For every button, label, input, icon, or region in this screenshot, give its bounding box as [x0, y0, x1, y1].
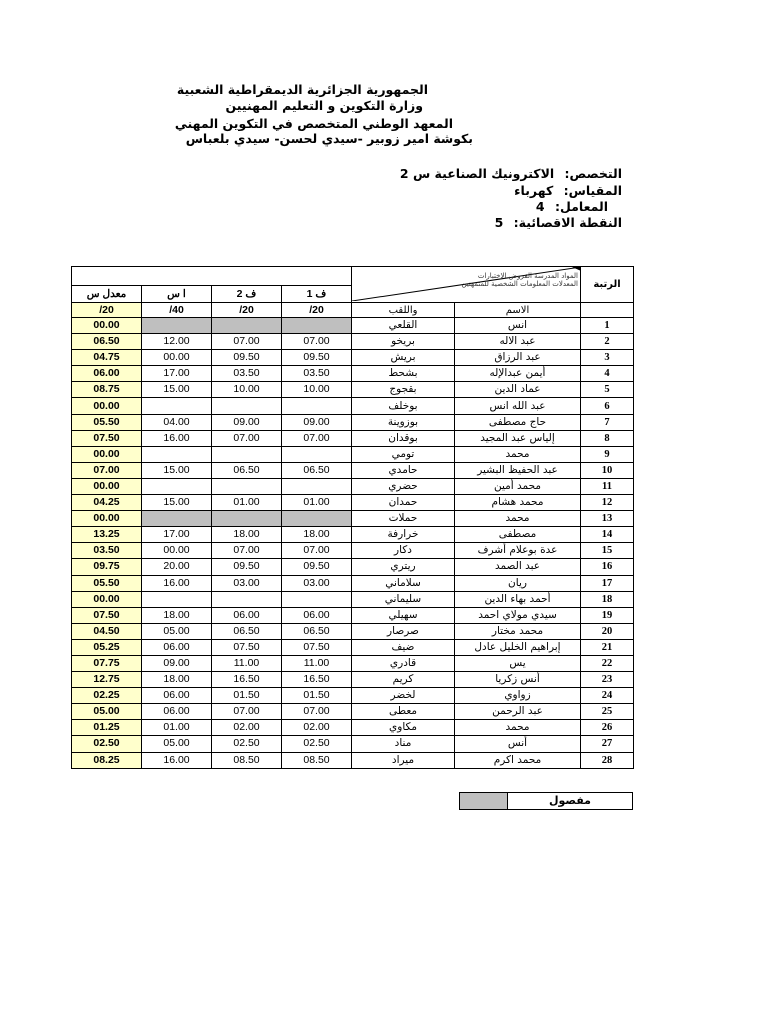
- student-f2: 03.50: [212, 366, 282, 382]
- student-f2: [212, 398, 282, 414]
- student-exam: 16.00: [142, 752, 212, 768]
- student-name: عدة بوعلام أشرف: [455, 543, 581, 559]
- student-avg: 05.00: [72, 704, 142, 720]
- student-rank: 12: [581, 495, 634, 511]
- student-rank: 17: [581, 575, 634, 591]
- student-name: محمد: [455, 511, 581, 527]
- student-f1: [282, 511, 352, 527]
- table-row: [72, 462, 634, 478]
- student-name: محمد أمين: [455, 478, 581, 494]
- student-surname: سليماني: [352, 591, 455, 607]
- student-rank: 19: [581, 607, 634, 623]
- student-exam: 20.00: [142, 559, 212, 575]
- student-rank: 15: [581, 543, 634, 559]
- student-f1: [282, 591, 352, 607]
- student-avg: 06.50: [72, 334, 142, 350]
- student-avg: 00.00: [72, 318, 142, 334]
- student-exam: 06.00: [142, 704, 212, 720]
- student-f2: 16.50: [212, 672, 282, 688]
- diagonal-header-cell: [352, 267, 581, 303]
- student-exam: 17.00: [142, 366, 212, 382]
- student-rank: 28: [581, 752, 634, 768]
- student-f1: 11.00: [282, 655, 352, 671]
- student-f2: 09.00: [212, 414, 282, 430]
- student-rank: 24: [581, 688, 634, 704]
- student-f2: 06.00: [212, 607, 282, 623]
- module-value: كهرباء: [514, 183, 554, 198]
- student-name: ريان: [455, 575, 581, 591]
- student-surname: صرصار: [352, 623, 455, 639]
- student-rank: 8: [581, 430, 634, 446]
- student-f2: 18.00: [212, 527, 282, 543]
- student-name: عبد الله انس: [455, 398, 581, 414]
- table-row: [72, 591, 634, 607]
- student-rank: 9: [581, 446, 634, 462]
- student-surname: تومي: [352, 446, 455, 462]
- student-avg: 03.50: [72, 543, 142, 559]
- student-f1: 18.00: [282, 527, 352, 543]
- student-name: سيدي مولاي احمد: [455, 607, 581, 623]
- table-row: [72, 511, 634, 527]
- elimination-label: النقطة الاقصائية:: [513, 215, 622, 230]
- student-avg: 05.25: [72, 639, 142, 655]
- student-exam: 17.00: [142, 527, 212, 543]
- student-avg: 00.00: [72, 591, 142, 607]
- student-f2: 09.50: [212, 559, 282, 575]
- student-avg: 00.00: [72, 446, 142, 462]
- student-exam: 18.00: [142, 672, 212, 688]
- student-rank: 18: [581, 591, 634, 607]
- student-f2: [212, 446, 282, 462]
- student-f1: 02.00: [282, 720, 352, 736]
- specialty-label: التخصص:: [564, 166, 622, 181]
- header-republic: الجمهورية الجزائرية الديمقراطية الشعبية: [176, 82, 428, 97]
- student-surname: معطى: [352, 704, 455, 720]
- table-row: [72, 623, 634, 639]
- header-institute: المعهد الوطني المتخصص في التكوين المهني: [174, 116, 453, 131]
- table-row: [72, 495, 634, 511]
- student-exam: 05.00: [142, 736, 212, 752]
- student-surname: دكار: [352, 543, 455, 559]
- student-f2: 07.00: [212, 704, 282, 720]
- student-avg: 00.00: [72, 511, 142, 527]
- student-rank: 7: [581, 414, 634, 430]
- student-f2: 07.00: [212, 334, 282, 350]
- dismissed-swatch: [460, 793, 508, 809]
- student-exam: 16.00: [142, 430, 212, 446]
- student-name: محمد: [455, 446, 581, 462]
- student-name: محمد: [455, 720, 581, 736]
- student-surname: مكاوي: [352, 720, 455, 736]
- student-avg: 05.50: [72, 575, 142, 591]
- student-name: محمد هشام: [455, 495, 581, 511]
- coefficient-value: 4: [535, 199, 545, 214]
- header-address: بكوشة امير زوبير -سيدي لحسن- سيدي بلعباس: [185, 131, 473, 146]
- student-f1: 10.00: [282, 382, 352, 398]
- table-row: [72, 527, 634, 543]
- student-rank: 25: [581, 704, 634, 720]
- elimination-line: [495, 215, 622, 230]
- student-rank: 3: [581, 350, 634, 366]
- student-f2: [212, 591, 282, 607]
- f2-header: ف 2: [212, 286, 282, 303]
- student-avg: 07.00: [72, 462, 142, 478]
- student-f2: 07.00: [212, 543, 282, 559]
- student-f2: 06.50: [212, 623, 282, 639]
- student-f1: 02.50: [282, 736, 352, 752]
- student-exam: 16.00: [142, 575, 212, 591]
- student-exam: 01.00: [142, 720, 212, 736]
- exam-max: /40: [142, 303, 212, 318]
- student-f1: [282, 398, 352, 414]
- student-rank: 2: [581, 334, 634, 350]
- f1-max: /20: [282, 303, 352, 318]
- module-label: المقياس:: [563, 183, 622, 198]
- student-surname: مناد: [352, 736, 455, 752]
- student-exam: [142, 478, 212, 494]
- student-surname: قادري: [352, 655, 455, 671]
- student-surname: القلعي: [352, 318, 455, 334]
- table-row: [72, 366, 634, 382]
- student-name: محمد اكرم: [455, 752, 581, 768]
- table-row: [72, 736, 634, 752]
- student-f2: 03.00: [212, 575, 282, 591]
- student-avg: 01.25: [72, 720, 142, 736]
- student-rank: 26: [581, 720, 634, 736]
- student-exam: 15.00: [142, 462, 212, 478]
- student-surname: ميراد: [352, 752, 455, 768]
- student-exam: 06.00: [142, 639, 212, 655]
- student-surname: بشحط: [352, 366, 455, 382]
- student-f1: 09.50: [282, 350, 352, 366]
- student-f1: [282, 478, 352, 494]
- header-ministry: وزارة التكوين و التعليم المهنيين: [225, 98, 423, 113]
- student-rank: 14: [581, 527, 634, 543]
- student-surname: حامدي: [352, 462, 455, 478]
- student-f1: 08.50: [282, 752, 352, 768]
- table-row: [72, 575, 634, 591]
- table-row: [72, 446, 634, 462]
- student-name: عماد الدين: [455, 382, 581, 398]
- student-name: مصطفى: [455, 527, 581, 543]
- student-surname: سلاماني: [352, 575, 455, 591]
- student-f2: 07.50: [212, 639, 282, 655]
- student-surname: سهيلي: [352, 607, 455, 623]
- student-exam: 05.00: [142, 623, 212, 639]
- student-f1: 07.00: [282, 543, 352, 559]
- student-exam: 18.00: [142, 607, 212, 623]
- table-row: [72, 688, 634, 704]
- student-surname: كريم: [352, 672, 455, 688]
- student-name: انس: [455, 318, 581, 334]
- student-surname: ضيف: [352, 639, 455, 655]
- student-surname: لخضر: [352, 688, 455, 704]
- student-f1: 07.50: [282, 639, 352, 655]
- student-surname: حمدان: [352, 495, 455, 511]
- student-f1: 06.00: [282, 607, 352, 623]
- rank-header: الرتبة: [581, 267, 634, 303]
- student-rank: 10: [581, 462, 634, 478]
- student-avg: 02.25: [72, 688, 142, 704]
- student-name: عبد الصمد: [455, 559, 581, 575]
- student-f2: 01.50: [212, 688, 282, 704]
- table-row: [72, 430, 634, 446]
- surname-header: واللقب: [352, 303, 455, 318]
- student-rank: 11: [581, 478, 634, 494]
- table-row: [72, 559, 634, 575]
- student-avg: 02.50: [72, 736, 142, 752]
- student-f1: 07.00: [282, 334, 352, 350]
- table-row: [72, 414, 634, 430]
- student-surname: بريش: [352, 350, 455, 366]
- module-line: [514, 183, 622, 198]
- student-name: عبد الحفيظ البشير: [455, 462, 581, 478]
- table-row: [72, 543, 634, 559]
- diagonal-header-text: المواد المدرسة الفروض الاختبارات المعدلات المعلومات الشخصية للمتمهنين: [461, 272, 578, 288]
- student-exam: [142, 318, 212, 334]
- student-avg: 12.75: [72, 672, 142, 688]
- student-avg: 07.75: [72, 655, 142, 671]
- student-surname: حملات: [352, 511, 455, 527]
- table-row: [72, 398, 634, 414]
- student-exam: 04.00: [142, 414, 212, 430]
- student-avg: 13.25: [72, 527, 142, 543]
- student-f2: 01.00: [212, 495, 282, 511]
- student-surname: بوخلف: [352, 398, 455, 414]
- dismissed-label: مفصول: [548, 794, 591, 807]
- exam-header: ا س: [142, 286, 212, 303]
- table-row: [72, 607, 634, 623]
- student-f2: 02.00: [212, 720, 282, 736]
- student-rank: 16: [581, 559, 634, 575]
- student-rank: 13: [581, 511, 634, 527]
- student-f2: [212, 478, 282, 494]
- student-f1: 09.00: [282, 414, 352, 430]
- table-row: [72, 720, 634, 736]
- grades-table: [71, 266, 634, 769]
- student-f2: 02.50: [212, 736, 282, 752]
- table-row: [72, 334, 634, 350]
- student-exam: 15.00: [142, 495, 212, 511]
- f1-header: ف 1: [282, 286, 352, 303]
- student-exam: 06.00: [142, 688, 212, 704]
- student-exam: [142, 398, 212, 414]
- student-f1: 01.50: [282, 688, 352, 704]
- student-name: يس: [455, 655, 581, 671]
- student-f2: 11.00: [212, 655, 282, 671]
- student-rank: 6: [581, 398, 634, 414]
- table-row: [72, 382, 634, 398]
- student-name: أيمن عبدالإله: [455, 366, 581, 382]
- student-avg: 00.00: [72, 398, 142, 414]
- student-f2: [212, 511, 282, 527]
- student-exam: 12.00: [142, 334, 212, 350]
- student-f2: 09.50: [212, 350, 282, 366]
- student-rank: 23: [581, 672, 634, 688]
- student-f1: [282, 318, 352, 334]
- student-f1: [282, 446, 352, 462]
- student-rank: 20: [581, 623, 634, 639]
- student-f1: 01.00: [282, 495, 352, 511]
- table-row: [72, 478, 634, 494]
- student-exam: 00.00: [142, 350, 212, 366]
- student-f1: 16.50: [282, 672, 352, 688]
- avg-max: /20: [72, 303, 142, 318]
- student-name: عبد الرحمن: [455, 704, 581, 720]
- student-rank: 22: [581, 655, 634, 671]
- avg-header: معدل س: [72, 286, 142, 303]
- student-name: حاج مصطفى: [455, 414, 581, 430]
- table-row: [72, 704, 634, 720]
- student-surname: حضري: [352, 478, 455, 494]
- student-avg: 06.00: [72, 366, 142, 382]
- student-exam: 15.00: [142, 382, 212, 398]
- table-row: [72, 672, 634, 688]
- table-top-row: [72, 267, 634, 286]
- elimination-value: 5: [494, 215, 504, 230]
- student-f2: 06.50: [212, 462, 282, 478]
- student-f1: 07.00: [282, 704, 352, 720]
- table-row: [72, 639, 634, 655]
- student-avg: 05.50: [72, 414, 142, 430]
- table-row: [72, 318, 634, 334]
- student-name: أنس: [455, 736, 581, 752]
- student-surname: بوزوينة: [352, 414, 455, 430]
- student-avg: 08.25: [72, 752, 142, 768]
- student-avg: 04.50: [72, 623, 142, 639]
- coefficient-label: المعامل:: [554, 199, 608, 214]
- name-header: الاسم: [455, 303, 581, 318]
- student-name: محمد مختار: [455, 623, 581, 639]
- student-f1: 06.50: [282, 623, 352, 639]
- student-surname: ريتري: [352, 559, 455, 575]
- student-f1: 03.50: [282, 366, 352, 382]
- table-row: [72, 350, 634, 366]
- student-f2: 07.00: [212, 430, 282, 446]
- student-surname: بوقدان: [352, 430, 455, 446]
- student-exam: [142, 511, 212, 527]
- student-surname: خرارفة: [352, 527, 455, 543]
- student-f1: 07.00: [282, 430, 352, 446]
- f2-max: /20: [212, 303, 282, 318]
- specialty-line: [400, 166, 622, 181]
- table-max-row: [72, 303, 634, 318]
- student-f1: 09.50: [282, 559, 352, 575]
- student-name: إلياس عبد المجيد: [455, 430, 581, 446]
- student-exam: [142, 591, 212, 607]
- student-name: زواوي: [455, 688, 581, 704]
- student-f1: 03.00: [282, 575, 352, 591]
- table-row: [72, 752, 634, 768]
- student-rank: 1: [581, 318, 634, 334]
- student-exam: 09.00: [142, 655, 212, 671]
- student-f2: 08.50: [212, 752, 282, 768]
- student-name: أحمد بهاء الدين: [455, 591, 581, 607]
- student-exam: 00.00: [142, 543, 212, 559]
- student-avg: 09.75: [72, 559, 142, 575]
- student-rank: 4: [581, 366, 634, 382]
- student-name: عبد الرزاق: [455, 350, 581, 366]
- specialty-value: الاكترونيك الصناعية س 2: [399, 166, 555, 181]
- student-f1: 06.50: [282, 462, 352, 478]
- student-rank: 27: [581, 736, 634, 752]
- student-rank: 21: [581, 639, 634, 655]
- student-avg: 07.50: [72, 430, 142, 446]
- table-row: [72, 655, 634, 671]
- student-avg: 08.75: [72, 382, 142, 398]
- student-name: إبراهيم الخليل عادل: [455, 639, 581, 655]
- coefficient-line: [536, 199, 608, 214]
- student-f2: [212, 318, 282, 334]
- student-name: عبد الاله: [455, 334, 581, 350]
- student-rank: 5: [581, 382, 634, 398]
- student-f2: 10.00: [212, 382, 282, 398]
- dismissed-legend: [459, 792, 633, 810]
- student-name: أنس زكريا: [455, 672, 581, 688]
- student-surname: بريخو: [352, 334, 455, 350]
- student-surname: بقجوج: [352, 382, 455, 398]
- student-avg: 00.00: [72, 478, 142, 494]
- student-avg: 07.50: [72, 607, 142, 623]
- student-exam: [142, 446, 212, 462]
- student-avg: 04.25: [72, 495, 142, 511]
- student-avg: 04.75: [72, 350, 142, 366]
